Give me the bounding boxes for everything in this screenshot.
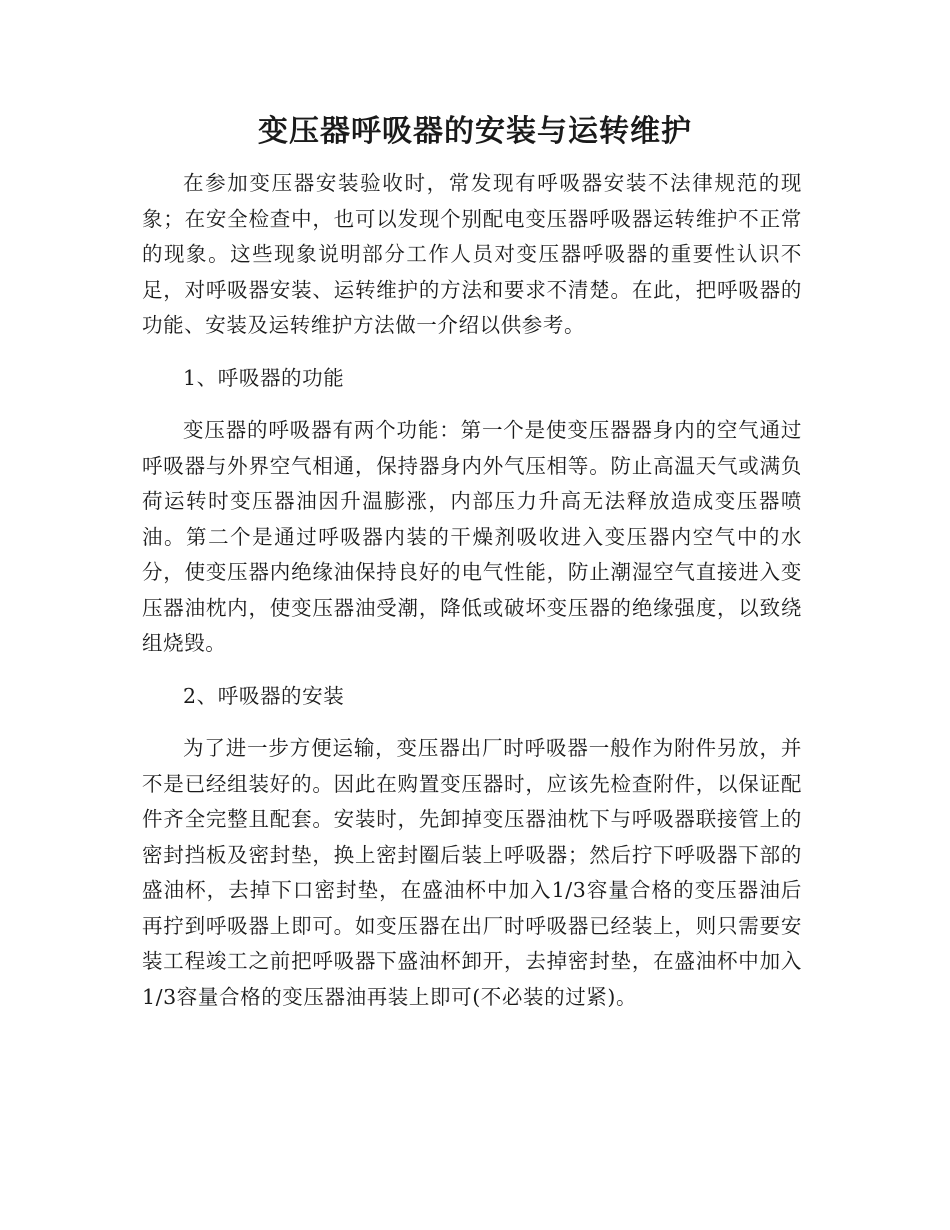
document-body: [142, 166, 802, 1015]
page-title: 变压器呼吸器的安装与运转维护: [258, 114, 692, 149]
intro-paragraph: 在参加变压器安装验收时，常发现有呼吸器安装不法律规范的现象；在安全检查中，也可以发现个别配电变压器呼吸器运转维护不正常的现象。这些现象说明部分工作人员对变压器呼吸器的重要性认识不足，对呼吸器安装、运转维护的方法和要求不清楚。在此，把呼吸器的功能、安装及运转维护方法做一介绍以供参考。: [142, 171, 802, 337]
section-paragraph-function: 变压器的呼吸器有两个功能：第一个是使变压器器身内的空气通过呼吸器与外界空气相通，保持器身内外气压相等。防止高温天气或满负荷运转时变压器油因升温膨涨，内部压力升高无法释放造成变压器喷油。第二个是通过呼吸器内装的干燥剂吸收进入变压器内空气中的水分，使变压器内绝缘油保持良好的电气性能，防止潮湿空气直接进入变压器油枕内，使变压器油受潮，降低或破坏变压器的绝缘强度，以致绕组烧毁。: [142, 418, 802, 655]
section-heading-installation: 2、呼吸器的安装: [183, 683, 345, 708]
section-heading-function: 1、呼吸器的功能: [183, 365, 345, 390]
section-paragraph-installation: 为了进一步方便运输，变压器出厂时呼吸器一般作为附件另放，并不是已经组装好的。因此在购置变压器时，应该先检查附件，以保证配件齐全完整且配套。安装时，先卸掉变压器油枕下与呼吸器联接管上的密封挡板及密封垫，换上密封圈后装上呼吸器；然后拧下呼吸器下部的盛油杯，去掉下口密封垫，在盛油杯中加入1/3容量合格的变压器油后再拧到呼吸器上即可。如变压器在出厂时呼吸器已经装上，则只需要安装工程竣工之前把呼吸器下盛油杯卸开，去掉密封垫，在盛油杯中加入1/3容量合格的变压器油再装上即可(不必装的过紧)。: [142, 736, 802, 1009]
